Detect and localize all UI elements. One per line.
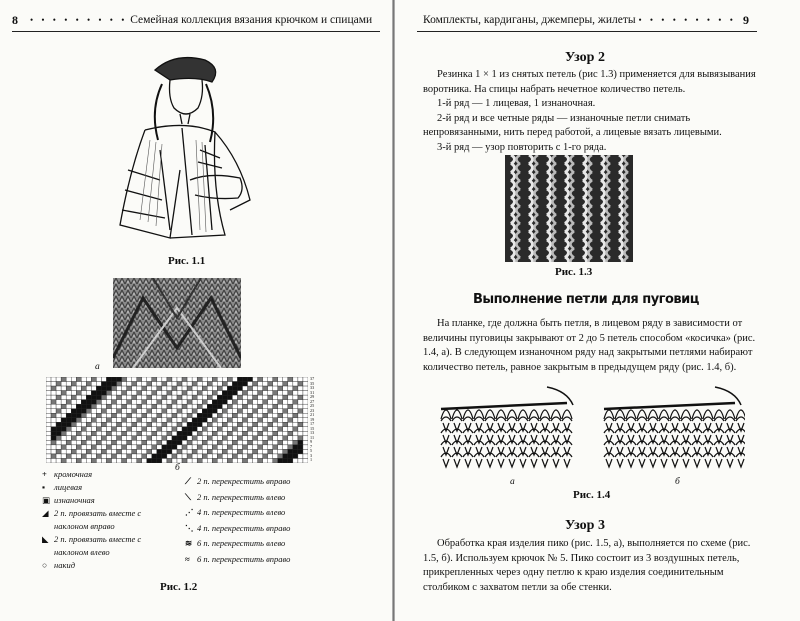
running-title-left: Семейная коллекция вязания крючком и спицами [130, 14, 373, 26]
legend-symbol: ≈ [185, 553, 190, 564]
knitting-chart-grid [46, 377, 308, 463]
legend-symbol: ▣ [42, 495, 51, 505]
legend-text: 6 п. перекрестить влево [197, 538, 286, 548]
legend-text: 2 п. перекрестить влево [197, 491, 286, 502]
legend-item [185, 521, 335, 537]
legend-symbol: ⟍ [185, 491, 191, 502]
chart-row-number: 9 [310, 439, 313, 445]
pattern-2-row-2: 2-й ряд и все четные ряды — изнаночные петли снимать непровязанными, нить перед работой, а лицевые вязать лицевыми. [423, 112, 722, 138]
pattern-2-title: Узор 2 [565, 50, 605, 65]
page-number-right: 9 [743, 13, 749, 27]
legend-symbol: ⋱ [185, 522, 194, 533]
right-page [395, 0, 800, 621]
pattern-2-text [423, 68, 761, 155]
legend-symbol: ◢ [42, 508, 49, 518]
running-title-right: Комплекты, кардиганы, джемперы, жилеты [423, 14, 636, 26]
knit-swatch-photo [113, 278, 241, 368]
legend-left [42, 468, 167, 572]
pattern-2-row-1: 1-й ряд — 1 лицевая, 1 изнаночная. [437, 98, 596, 109]
buttonhole-diagram-b [600, 383, 745, 473]
legend-text: лицевая [54, 482, 83, 492]
chart-row-number: 35 [310, 380, 315, 386]
buttonhole-diagram-a [437, 383, 577, 473]
legend-item [42, 533, 167, 559]
legend-item [185, 552, 335, 568]
chart-row-number: 29 [310, 394, 315, 400]
chart-row-number: 31 [310, 389, 315, 395]
legend-text: 2 п. перекрестить вправо [197, 476, 291, 486]
chart-row-number: 15 [310, 425, 315, 431]
legend-text: 2 п. провязать вместе с наклоном влево [54, 534, 142, 557]
pattern-3-text [423, 537, 761, 595]
chart-row-number: 5 [310, 448, 313, 454]
legend-text: изнаночная [54, 495, 95, 505]
legend-symbol: ≋ [185, 538, 193, 548]
legend-symbol: ◣ [42, 534, 49, 544]
chart-row-number: 21 [310, 412, 315, 418]
header-dots-right: • • • • • • • • • [638, 15, 736, 25]
pattern-3-paragraph: Обработка края изделия пико (рис. 1.5, а), выполняется по схеме (рис. 1.5, б). Используем крючок № 5. Пико состоит из 3 воздушных петель, прикрепленных через одну петлю к краю изделия соединительным столбиком с захватом петли за обе стенки. [423, 538, 751, 593]
legend-text: 4 п. перекрестить влево [197, 507, 286, 517]
legend-text: 4 п. перекрестить вправо [197, 522, 291, 533]
fig-1-4-label-a: а [510, 477, 515, 487]
legend-symbol: ○ [42, 560, 48, 570]
legend-item [185, 474, 335, 490]
legend-item [185, 505, 335, 521]
chart-row-number: 27 [310, 398, 315, 404]
pattern-3-title: Узор 3 [565, 518, 605, 533]
left-page [0, 0, 393, 621]
chart-row-number: 7 [310, 443, 313, 449]
rib-knit-photo [505, 155, 633, 262]
chart-row-number: 23 [310, 407, 315, 413]
chart-row-number: 3 [310, 452, 313, 458]
chart-row-numbers [310, 377, 322, 463]
chart-row-number: 17 [310, 421, 315, 427]
legend-symbol: ⋰ [185, 507, 194, 517]
legend-item [42, 507, 167, 533]
chart-row-number: 19 [310, 416, 315, 422]
chart-row-number: 1 [310, 457, 313, 463]
fig-1-1-caption: Рис. 1.1 [168, 255, 206, 267]
legend-text: 6 п. перекрестить вправо [197, 553, 291, 564]
fig-1-4-label-b: б [675, 477, 680, 487]
chart-row-number: 33 [310, 385, 315, 391]
woman-illustration [100, 50, 270, 245]
fig-1-2-label-a: а [95, 362, 100, 372]
legend-symbol: ⟋ [185, 476, 191, 486]
header-rule [12, 31, 380, 32]
legend-item [185, 490, 335, 506]
page-number-left: 8 [12, 13, 18, 27]
legend-right [185, 474, 335, 567]
header-left [30, 14, 372, 26]
chart-row-number: 25 [310, 403, 315, 409]
fig-1-2-label-b: б [175, 463, 180, 473]
legend-symbol: + [42, 469, 47, 479]
header-rule-right [417, 31, 757, 32]
fig-1-2-caption: Рис. 1.2 [160, 581, 198, 593]
pattern-2-row-3: 3-й ряд — узор повторить с 1-го ряда. [437, 141, 607, 153]
legend-item [42, 559, 167, 572]
legend-text: накид [54, 560, 75, 570]
legend-text: 2 п. провязать вместе с наклоном вправо [54, 508, 142, 531]
header-right [423, 14, 736, 26]
buttonhole-paragraph: На планке, где должна быть петля, в лицевом ряду в зависимости от величины пуговицы закрывают от 2 до 5 петель способом «косичка» (рис. 1.4, а). В следующем изнаночном ряду над закрытыми петлями набирают количество петель, равное закрытым в предыдущем ряду (рис. 1.4, б). [423, 318, 756, 373]
buttonhole-section-title: Выполнение петли для пуговиц [473, 292, 699, 307]
legend-item [42, 494, 167, 507]
fig-1-4-caption: Рис. 1.4 [573, 489, 611, 501]
legend-symbol: ▪ [42, 482, 46, 492]
legend-item [42, 468, 167, 481]
pattern-2-intro: Резинка 1 × 1 из снятых петель (рис 1.3) применяется для вывязывания воротника. На спицы набрать нечетное количество петель. [423, 69, 756, 95]
chart-row-number: 37 [310, 376, 315, 381]
header-dots: • • • • • • • • • [30, 15, 128, 25]
chart-row-number: 11 [310, 434, 315, 440]
buttonhole-text [423, 317, 761, 375]
fig-1-3-caption: Рис. 1.3 [555, 266, 593, 278]
legend-item [42, 481, 167, 494]
legend-text: кромочная [54, 469, 93, 479]
legend-item [185, 536, 335, 552]
chart-row-number: 13 [310, 430, 315, 436]
